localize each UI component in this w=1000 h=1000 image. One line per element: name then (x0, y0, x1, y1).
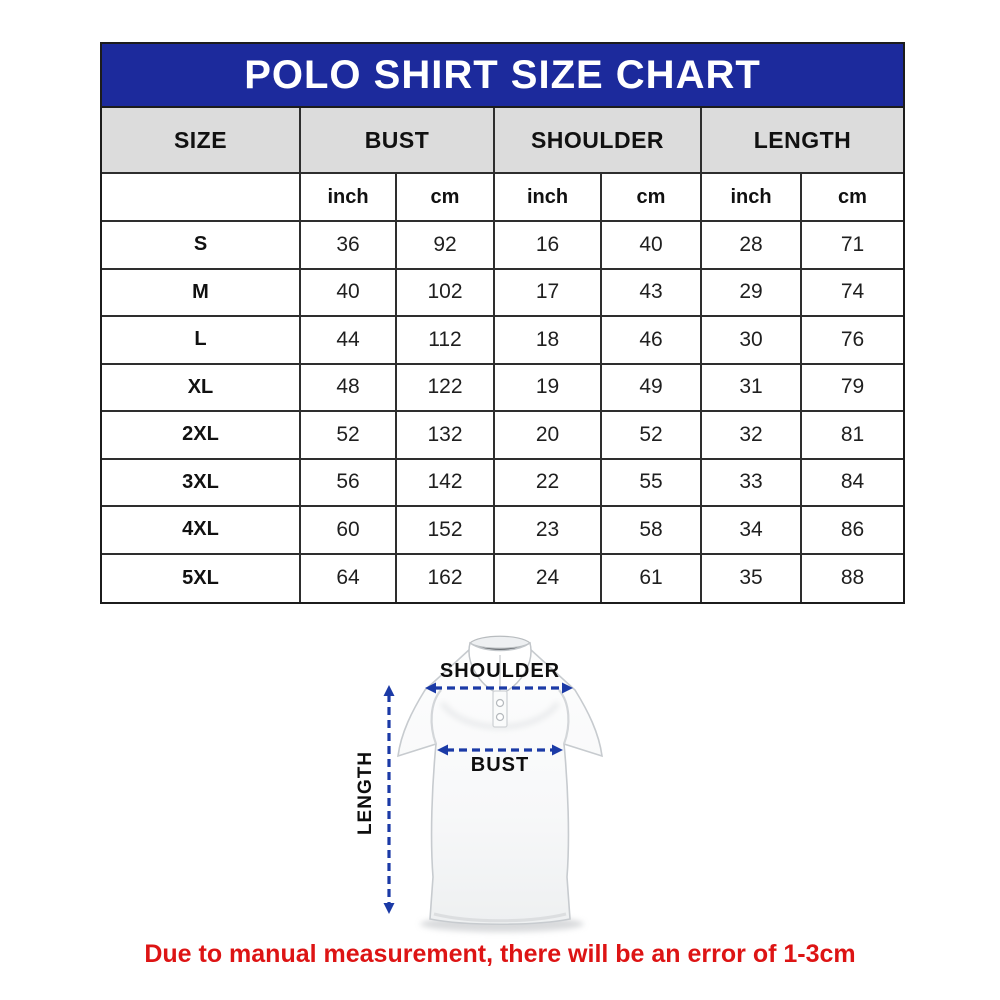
value-cell: 43 (602, 270, 702, 318)
value-cell: 49 (602, 365, 702, 413)
value-cell: 162 (397, 555, 495, 603)
value-cell: 55 (602, 460, 702, 508)
value-cell: 71 (802, 222, 903, 270)
shoulder-label: SHOULDER (439, 660, 561, 682)
value-cell: 84 (802, 460, 903, 508)
value-cell: 20 (495, 412, 602, 460)
button (497, 714, 504, 721)
value-cell: 102 (397, 270, 495, 318)
size-cell: XL (102, 365, 301, 413)
value-cell: 76 (802, 317, 903, 365)
size-cell: M (102, 270, 301, 318)
size-chart-grid (102, 108, 903, 602)
placket (493, 691, 507, 727)
header-cell-size: SIZE (102, 108, 301, 174)
unit-cell-length-inch: inch (702, 174, 802, 222)
value-cell: 132 (397, 412, 495, 460)
value-cell: 142 (397, 460, 495, 508)
size-cell: 5XL (102, 555, 301, 603)
chart-title-bar (102, 44, 903, 108)
chart-title: POLO SHIRT SIZE CHART (244, 52, 761, 97)
size-cell: L (102, 317, 301, 365)
value-cell: 58 (602, 507, 702, 555)
value-cell: 30 (702, 317, 802, 365)
value-cell: 122 (397, 365, 495, 413)
value-cell: 32 (702, 412, 802, 460)
bust-label: BUST (470, 754, 530, 776)
value-cell: 52 (602, 412, 702, 460)
value-cell: 16 (495, 222, 602, 270)
size-cell: S (102, 222, 301, 270)
size-cell: 3XL (102, 460, 301, 508)
value-cell: 61 (602, 555, 702, 603)
value-cell: 31 (702, 365, 802, 413)
value-cell: 17 (495, 270, 602, 318)
button (497, 700, 504, 707)
value-cell: 23 (495, 507, 602, 555)
value-cell: 74 (802, 270, 903, 318)
polo-shirt-illustration (330, 633, 670, 943)
size-cell: 2XL (102, 412, 301, 460)
value-cell: 18 (495, 317, 602, 365)
value-cell: 29 (702, 270, 802, 318)
polo-measurement-diagram (330, 633, 670, 943)
value-cell: 88 (840, 566, 865, 590)
size-cell: 4XL (102, 507, 301, 555)
unit-cell-bust-cm: cm (397, 174, 495, 222)
value-cell: 48 (301, 365, 397, 413)
unit-cell-shoulder-inch: inch (495, 174, 602, 222)
disclaimer-text: Due to manual measurement, there will be an error of 1-3cm (144, 940, 856, 968)
unit-cell-length-cm: cm (802, 174, 903, 222)
unit-cell-shoulder-cm: cm (602, 174, 702, 222)
value-cell: 36 (301, 222, 397, 270)
value-cell: 40 (301, 270, 397, 318)
value-cell: 46 (602, 317, 702, 365)
value-cell: 24 (495, 555, 602, 603)
length-label: LENGTH (355, 750, 376, 836)
unit-spacer-cell (102, 174, 301, 222)
value-cell: 56 (301, 460, 397, 508)
value-cell: 60 (301, 507, 397, 555)
value-cell: 112 (397, 317, 495, 365)
value-cell: 44 (301, 317, 397, 365)
value-cell: 19 (495, 365, 602, 413)
size-chart-table (100, 42, 905, 604)
value-cell: 35 (702, 555, 802, 603)
value-cell: 22 (495, 460, 602, 508)
value-cell: 86 (802, 507, 903, 555)
value-cell: 52 (301, 412, 397, 460)
value-cell: 81 (802, 412, 903, 460)
header-cell-bust: BUST (301, 108, 495, 174)
value-cell: 92 (397, 222, 495, 270)
value-cell: 152 (397, 507, 495, 555)
value-cell: 79 (802, 365, 903, 413)
header-cell-shoulder: SHOULDER (495, 108, 702, 174)
header-cell-length: LENGTH (702, 108, 903, 174)
value-cell: 34 (702, 507, 802, 555)
length-arrow (384, 685, 395, 914)
unit-cell-bust-inch: inch (301, 174, 397, 222)
value-cell: 40 (602, 222, 702, 270)
value-cell: 28 (702, 222, 802, 270)
value-cell: 33 (702, 460, 802, 508)
value-cell: 64 (301, 555, 397, 603)
